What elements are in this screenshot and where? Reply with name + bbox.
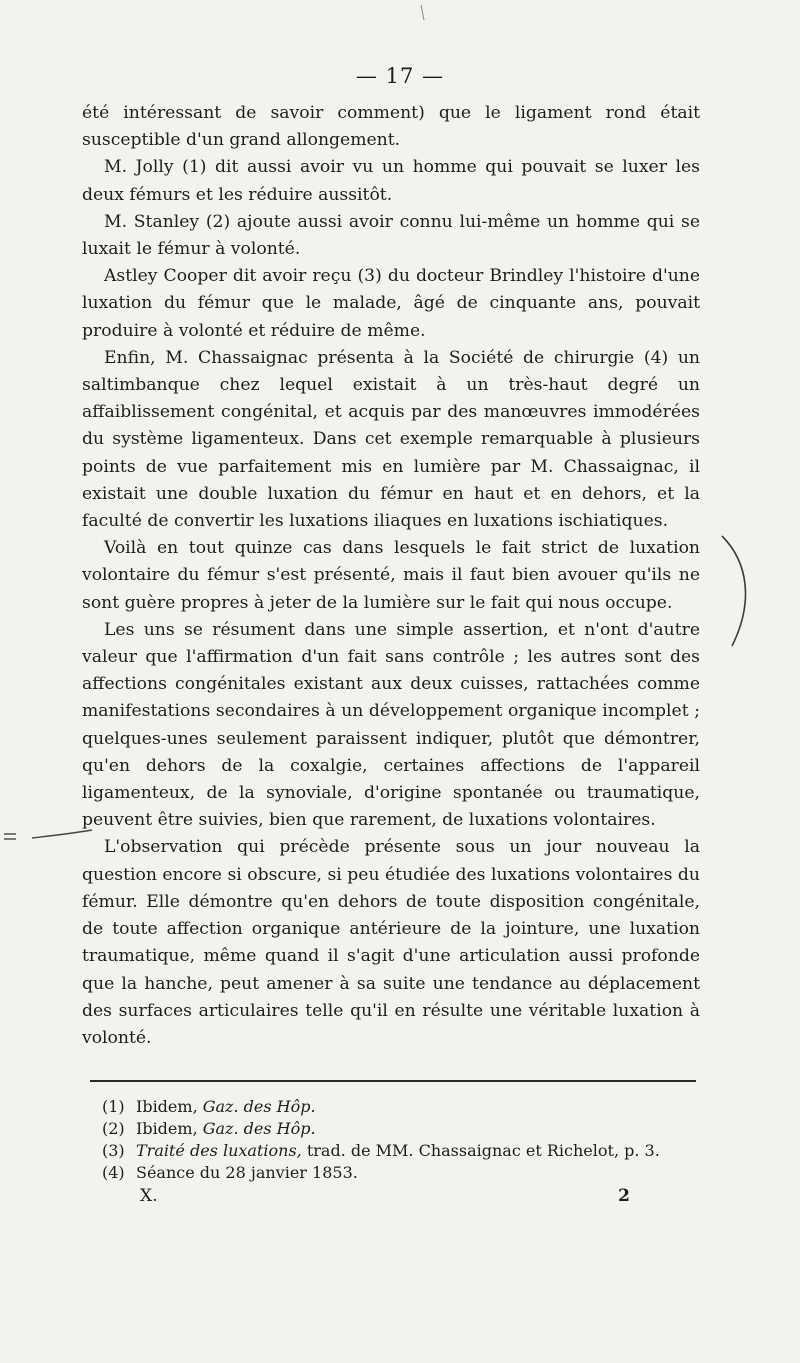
footnote-2 bbox=[102, 1118, 702, 1140]
footnote-text: Séance du 28 janvier 1853. bbox=[136, 1163, 358, 1182]
paragraph-7: Les uns se résument dans une simple assertion, et n'ont d'autre valeur que l'affirmation d'un fait sans contrôle ; les autres sont des affections congénitales existant aux deux cuisses, rattachées comme manifestations secondaires à un développement organique incomplet ; quelques-unes seulement paraissent indiquer, plutôt que démontrer, qu'en dehors de la coxalgie, certaines affections de l'appareil ligamenteux, de la synoviale, d'origine spontanée ou traumatique, peuvent être suivies, bien que rarement, de luxations volontaires. bbox=[82, 619, 700, 831]
footnote-text: Ibidem, bbox=[136, 1119, 203, 1138]
footnote-1 bbox=[102, 1096, 702, 1118]
footnote-text: Ibidem, bbox=[136, 1097, 203, 1116]
footnote-4 bbox=[102, 1162, 702, 1184]
stray-mark bbox=[420, 4, 426, 22]
footnote-source: Traité des luxations, bbox=[136, 1141, 302, 1160]
footnote-number: (2) bbox=[102, 1119, 125, 1138]
body-text bbox=[82, 100, 700, 1052]
margin-bracket-annotation bbox=[718, 532, 758, 650]
footnote-source: Gaz. des Hôp. bbox=[202, 1119, 316, 1138]
paragraph-5: Enfin, M. Chassaignac présenta à la Société de chirurgie (4) un saltimbanque chez lequel existait à un très-haut degré un affaiblissement congénital, et acquis par des manœuvres immodérées du système ligamenteux. Dans cet exemple remarquable à plusieurs points de vue parfaitement mis en lumière par M. Chassaignac, il existait une double luxation du fémur en haut et en dehors, et la faculté de convertir les luxations iliaques en luxations ischiatiques. bbox=[82, 347, 700, 532]
footnote-source: Gaz. des Hôp. bbox=[202, 1097, 316, 1116]
footnote-rule bbox=[90, 1080, 696, 1082]
gathering-mark: 2 bbox=[618, 1186, 630, 1206]
footnote-text: trad. de MM. Chassaignac et Richelot, p. 3. bbox=[301, 1141, 660, 1160]
footnote-number: (3) bbox=[102, 1141, 125, 1160]
footnote-3 bbox=[102, 1140, 702, 1162]
paragraph-8: L'observation qui précède présente sous un jour nouveau la question encore si obscure, si peu étudiée des luxations volontaires du fémur. Elle démontre qu'en dehors de toute disposition congénitale, de toute affection organique antérieure de la jointure, une luxation traumatique, même quand il s'agit d'une articulation aussi profonde que la hanche, peut amener à sa suite une tendance au déplacement des surfaces articulaires telle qu'il en résulte une véritable luxation à volonté. bbox=[82, 837, 700, 1048]
paragraph-4: Astley Cooper dit avoir reçu (3) du docteur Brindley l'histoire d'une luxation du fémur que le malade, âgé de cinquante ans, pouvait produire à volonté et réduire de même. bbox=[82, 266, 700, 341]
paragraph-6: Voilà en tout quinze cas dans lesquels le fait strict de luxation volontaire du fémur s'est présenté, mais il faut bien avouer qu'ils ne sont guère propres à jeter de la lumière sur le fait qui nous occupe. bbox=[82, 538, 700, 613]
paragraph-3: M. Stanley (2) ajoute aussi avoir connu lui-même un homme qui se luxait le fémur à volonté. bbox=[82, 211, 700, 260]
paragraph-2: M. Jolly (1) dit aussi avoir vu un homme qui pouvait se luxer les deux fémurs et les réduire aussitôt. bbox=[82, 157, 700, 205]
footnote-number: (4) bbox=[102, 1163, 125, 1182]
margin-dash-annotation bbox=[4, 828, 94, 844]
footnotes bbox=[102, 1096, 702, 1184]
footnote-number: (1) bbox=[102, 1097, 125, 1116]
paragraph-1: été intéressant de savoir comment) que le ligament rond était susceptible d'un grand allongement. bbox=[82, 103, 700, 151]
volume-mark: X. bbox=[140, 1186, 158, 1206]
page-number: — 17 — bbox=[355, 64, 445, 88]
